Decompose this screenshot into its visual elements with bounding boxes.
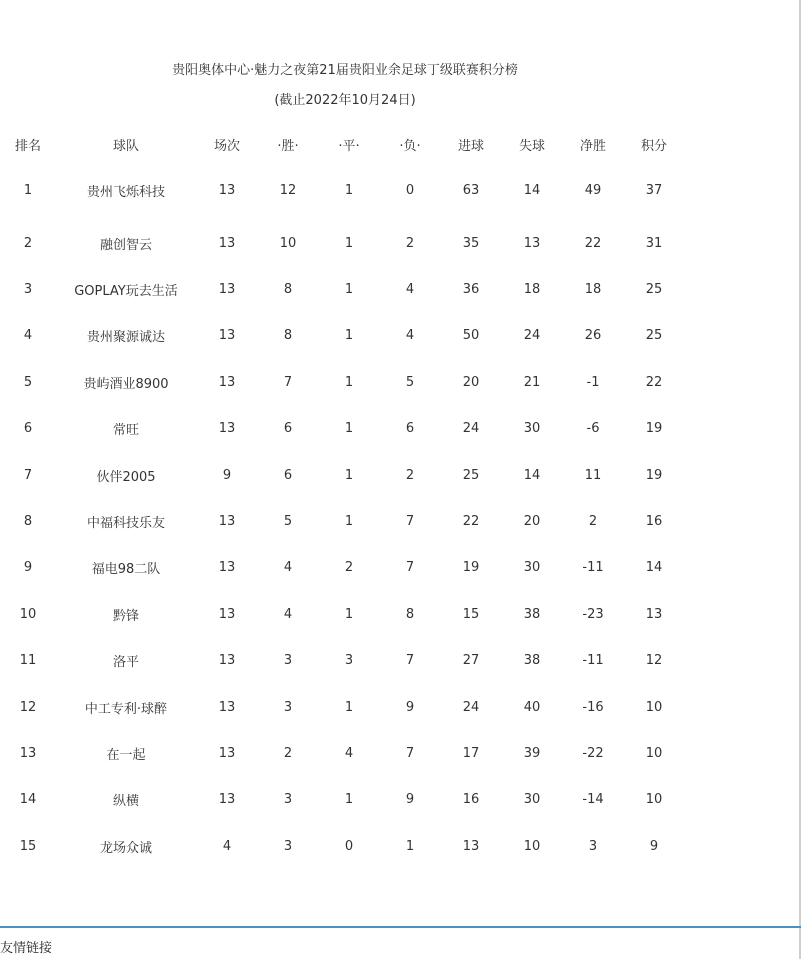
cell-rank: 5 bbox=[23, 374, 33, 390]
cell-team: 纵横 bbox=[112, 794, 139, 810]
column-header-points: 积分 bbox=[640, 138, 667, 154]
cell-rank: 3 bbox=[23, 282, 33, 298]
cell-goals-against: 20 bbox=[523, 514, 541, 530]
table-row bbox=[0, 406, 684, 452]
cell-goals-for: 19 bbox=[462, 560, 480, 576]
table-row bbox=[0, 266, 684, 312]
cell-won: 3 bbox=[283, 792, 293, 808]
cell-goals-for: 22 bbox=[462, 514, 480, 530]
cell-won: 12 bbox=[279, 182, 297, 198]
cell-played: 13 bbox=[218, 282, 236, 298]
column-header-lost: ·负· bbox=[399, 138, 421, 154]
cell-played: 13 bbox=[218, 235, 236, 251]
cell-drawn: 1 bbox=[344, 792, 354, 808]
cell-played: 13 bbox=[218, 421, 236, 437]
cell-goal-diff: -14 bbox=[582, 792, 604, 808]
column-header-played: 场次 bbox=[213, 138, 240, 154]
cell-lost: 5 bbox=[405, 374, 415, 390]
table-row bbox=[0, 313, 684, 359]
cell-drawn: 1 bbox=[344, 699, 354, 715]
cell-rank: 4 bbox=[23, 328, 33, 344]
cell-goal-diff: 11 bbox=[584, 467, 602, 483]
cell-goal-diff: 3 bbox=[588, 838, 598, 854]
cell-goals-against: 14 bbox=[523, 467, 541, 483]
cell-played: 4 bbox=[222, 838, 232, 854]
cell-goals-against: 13 bbox=[523, 235, 541, 251]
cell-drawn: 3 bbox=[344, 653, 354, 669]
cell-points: 16 bbox=[645, 514, 663, 530]
cell-goals-for: 24 bbox=[462, 699, 480, 715]
table-row bbox=[0, 359, 684, 405]
cell-won: 6 bbox=[283, 421, 293, 437]
cell-drawn: 1 bbox=[344, 235, 354, 251]
page-subtitle: (截止2022年10月24日) bbox=[274, 93, 416, 108]
cell-team: 中福科技乐友 bbox=[86, 516, 165, 532]
cell-goal-diff: -11 bbox=[582, 653, 604, 669]
cell-goal-diff: 18 bbox=[584, 282, 602, 298]
cell-points: 25 bbox=[645, 282, 663, 298]
cell-drawn: 4 bbox=[344, 745, 354, 761]
cell-points: 19 bbox=[645, 467, 663, 483]
cell-lost: 0 bbox=[405, 182, 415, 198]
cell-goals-for: 24 bbox=[462, 421, 480, 437]
cell-goals-against: 38 bbox=[523, 606, 541, 622]
cell-goals-against: 30 bbox=[523, 421, 541, 437]
cell-won: 8 bbox=[283, 282, 293, 298]
cell-points: 37 bbox=[645, 182, 663, 198]
cell-team: 贵州聚源诚达 bbox=[86, 330, 165, 346]
cell-goal-diff: -22 bbox=[582, 745, 604, 761]
column-header-won: ·胜· bbox=[277, 138, 299, 154]
column-header-drawn: ·平· bbox=[338, 138, 360, 154]
column-header-goal-diff: 净胜 bbox=[579, 138, 606, 154]
cell-team: 融创智云 bbox=[99, 237, 152, 253]
cell-points: 19 bbox=[645, 421, 663, 437]
cell-lost: 7 bbox=[405, 560, 415, 576]
cell-drawn: 1 bbox=[344, 606, 354, 622]
cell-goals-for: 25 bbox=[462, 467, 480, 483]
cell-rank: 8 bbox=[23, 514, 33, 530]
cell-goals-against: 10 bbox=[523, 838, 541, 854]
cell-goals-for: 63 bbox=[462, 182, 480, 198]
cell-won: 3 bbox=[283, 838, 293, 854]
cell-team: 福电98二队 bbox=[91, 562, 161, 578]
cell-lost: 4 bbox=[405, 328, 415, 344]
table-row bbox=[0, 498, 684, 544]
cell-won: 4 bbox=[283, 606, 293, 622]
table-row bbox=[0, 452, 684, 498]
cell-goals-for: 17 bbox=[462, 745, 480, 761]
cell-lost: 1 bbox=[405, 838, 415, 854]
header-row bbox=[0, 128, 684, 160]
cell-goals-against: 24 bbox=[523, 328, 541, 344]
cell-played: 13 bbox=[218, 182, 236, 198]
cell-team: 龙场众诚 bbox=[99, 840, 152, 856]
cell-goals-for: 27 bbox=[462, 653, 480, 669]
cell-drawn: 1 bbox=[344, 467, 354, 483]
cell-lost: 9 bbox=[405, 792, 415, 808]
cell-team: 常旺 bbox=[112, 423, 139, 439]
cell-team: 黔锋 bbox=[112, 608, 139, 624]
cell-goal-diff: 22 bbox=[584, 235, 602, 251]
cell-won: 6 bbox=[283, 467, 293, 483]
friend-links-heading: 友情链接 bbox=[0, 941, 53, 956]
cell-goal-diff: 49 bbox=[584, 182, 602, 198]
cell-rank: 12 bbox=[19, 699, 37, 715]
cell-goals-against: 30 bbox=[523, 792, 541, 808]
cell-won: 8 bbox=[283, 328, 293, 344]
cell-rank: 10 bbox=[19, 606, 37, 622]
standings-header bbox=[0, 128, 684, 160]
cell-team: 伙伴2005 bbox=[96, 469, 156, 485]
table-row bbox=[0, 638, 684, 684]
cell-lost: 7 bbox=[405, 653, 415, 669]
column-header-team: 球队 bbox=[112, 138, 139, 154]
cell-team: 贵屿酒业8900 bbox=[83, 376, 169, 392]
table-row bbox=[0, 730, 684, 776]
column-header-goals-against: 失球 bbox=[518, 138, 545, 154]
cell-goals-against: 38 bbox=[523, 653, 541, 669]
cell-won: 3 bbox=[283, 699, 293, 715]
cell-played: 13 bbox=[218, 699, 236, 715]
table-row bbox=[0, 545, 684, 591]
table-row bbox=[0, 684, 684, 730]
cell-points: 10 bbox=[645, 745, 663, 761]
cell-points: 12 bbox=[645, 653, 663, 669]
standings-table bbox=[0, 128, 684, 869]
cell-drawn: 2 bbox=[344, 560, 354, 576]
cell-team: GOPLAY玩去生活 bbox=[74, 284, 178, 300]
cell-played: 13 bbox=[218, 560, 236, 576]
cell-goal-diff: -1 bbox=[586, 374, 600, 390]
cell-lost: 2 bbox=[405, 235, 415, 251]
cell-team: 洛平 bbox=[112, 655, 139, 671]
standings-body bbox=[0, 160, 684, 869]
cell-won: 2 bbox=[283, 745, 293, 761]
cell-played: 13 bbox=[218, 653, 236, 669]
table-row bbox=[0, 591, 684, 637]
cell-goals-for: 36 bbox=[462, 282, 480, 298]
cell-goal-diff: -6 bbox=[586, 421, 600, 437]
column-header-goals-for: 进球 bbox=[457, 138, 484, 154]
cell-lost: 9 bbox=[405, 699, 415, 715]
cell-goals-for: 15 bbox=[462, 606, 480, 622]
cell-drawn: 1 bbox=[344, 421, 354, 437]
cell-goal-diff: -16 bbox=[582, 699, 604, 715]
cell-goals-against: 18 bbox=[523, 282, 541, 298]
cell-drawn: 0 bbox=[344, 838, 354, 854]
cell-won: 3 bbox=[283, 653, 293, 669]
cell-won: 4 bbox=[283, 560, 293, 576]
cell-drawn: 1 bbox=[344, 374, 354, 390]
table-row bbox=[0, 160, 684, 220]
cell-points: 10 bbox=[645, 699, 663, 715]
cell-goals-for: 35 bbox=[462, 235, 480, 251]
table-row bbox=[0, 823, 684, 869]
cell-goals-against: 40 bbox=[523, 699, 541, 715]
cell-goals-against: 14 bbox=[523, 182, 541, 198]
cell-played: 13 bbox=[218, 745, 236, 761]
cell-goals-against: 39 bbox=[523, 745, 541, 761]
cell-rank: 1 bbox=[23, 182, 33, 198]
cell-goal-diff: -23 bbox=[582, 606, 604, 622]
cell-team: 在一起 bbox=[106, 747, 146, 763]
cell-drawn: 1 bbox=[344, 514, 354, 530]
cell-lost: 6 bbox=[405, 421, 415, 437]
cell-goal-diff: 2 bbox=[588, 514, 598, 530]
cell-goal-diff: -11 bbox=[582, 560, 604, 576]
cell-lost: 2 bbox=[405, 467, 415, 483]
cell-goals-against: 21 bbox=[523, 374, 541, 390]
column-header-rank: 排名 bbox=[14, 138, 41, 154]
cell-goal-diff: 26 bbox=[584, 328, 602, 344]
cell-rank: 14 bbox=[19, 792, 37, 808]
cell-played: 13 bbox=[218, 374, 236, 390]
table-row bbox=[0, 777, 684, 823]
cell-lost: 7 bbox=[405, 745, 415, 761]
cell-goals-for: 16 bbox=[462, 792, 480, 808]
cell-goals-for: 13 bbox=[462, 838, 480, 854]
cell-rank: 9 bbox=[23, 560, 33, 576]
cell-rank: 15 bbox=[19, 838, 37, 854]
cell-played: 13 bbox=[218, 606, 236, 622]
cell-team: 贵州飞烁科技 bbox=[86, 184, 165, 200]
cell-goals-for: 50 bbox=[462, 328, 480, 344]
cell-rank: 13 bbox=[19, 745, 37, 761]
cell-goals-against: 30 bbox=[523, 560, 541, 576]
cell-points: 25 bbox=[645, 328, 663, 344]
cell-lost: 4 bbox=[405, 282, 415, 298]
cell-won: 10 bbox=[279, 235, 297, 251]
cell-played: 9 bbox=[222, 467, 232, 483]
cell-won: 7 bbox=[283, 374, 293, 390]
cell-rank: 6 bbox=[23, 421, 33, 437]
page-title: 贵阳奥体中心·魅力之夜第21届贵阳业余足球丁级联赛积分榜 bbox=[172, 63, 518, 78]
cell-lost: 8 bbox=[405, 606, 415, 622]
cell-rank: 7 bbox=[23, 467, 33, 483]
cell-won: 5 bbox=[283, 514, 293, 530]
cell-points: 14 bbox=[645, 560, 663, 576]
cell-drawn: 1 bbox=[344, 182, 354, 198]
cell-drawn: 1 bbox=[344, 282, 354, 298]
cell-points: 10 bbox=[645, 792, 663, 808]
cell-goals-for: 20 bbox=[462, 374, 480, 390]
cell-played: 13 bbox=[218, 792, 236, 808]
footer-divider bbox=[0, 926, 801, 928]
cell-points: 22 bbox=[645, 374, 663, 390]
cell-rank: 2 bbox=[23, 235, 33, 251]
cell-points: 9 bbox=[649, 838, 659, 854]
cell-lost: 7 bbox=[405, 514, 415, 530]
table-row bbox=[0, 220, 684, 266]
cell-played: 13 bbox=[218, 514, 236, 530]
cell-team: 中工专利·球醉 bbox=[84, 701, 168, 717]
cell-rank: 11 bbox=[19, 653, 37, 669]
cell-points: 13 bbox=[645, 606, 663, 622]
cell-drawn: 1 bbox=[344, 328, 354, 344]
cell-played: 13 bbox=[218, 328, 236, 344]
cell-points: 31 bbox=[645, 235, 663, 251]
